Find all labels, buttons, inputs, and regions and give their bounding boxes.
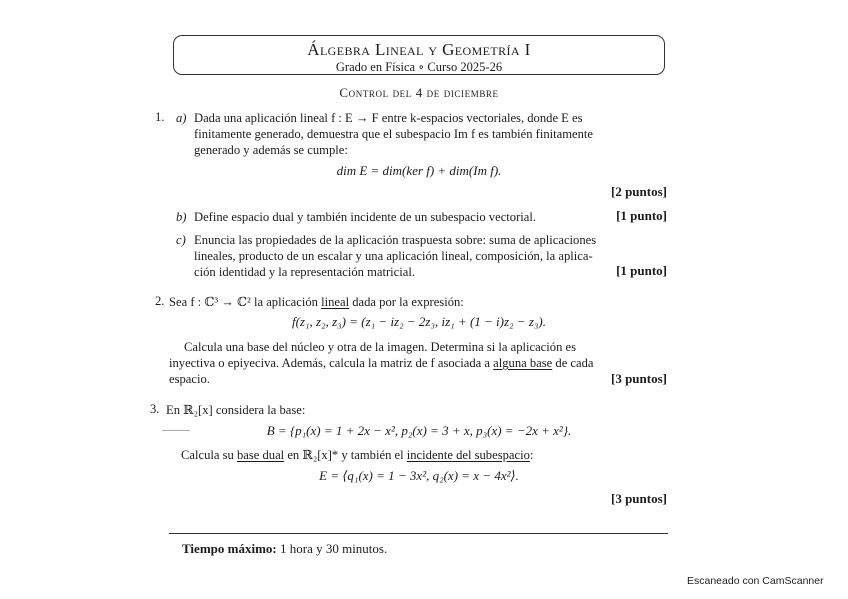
underline-base-dual: base dual [236, 448, 285, 462]
q1a-points: [2 puntos] [611, 184, 667, 199]
underline-alguna-base: alguna base [493, 356, 553, 370]
underline-lineal: lineal [321, 295, 350, 309]
q3-line2: Calcula su base dual en ℝ₂[x]* y también el incidente del subespacio: [181, 448, 534, 462]
q1a-line2: finitamente generado, demuestra que el subespacio Im f es también finitamente [194, 127, 594, 141]
q2-line3: inyectiva o epiyeciva. Además, calcula la matriz de f asociada a alguna base de cada [169, 356, 594, 370]
q3-number: 3. [150, 402, 160, 416]
q3-equation-subspace: E = ⟨q₁(x) = 1 − 3x², q₂(x) = x − 4x²⟩. [319, 468, 519, 483]
course-title: Álgebra Lineal y Geometría I [307, 40, 531, 59]
q1b-text: Define espacio dual y también incidente de un subespacio vectorial. [194, 210, 537, 224]
time-limit: Tiempo máximo: 1 hora y 30 minutos. [182, 541, 388, 556]
q1a-equation: dim E = dim(ker f) + dim(Im f). [336, 163, 502, 178]
q1b-label: b) [176, 210, 187, 224]
q3-equation-basis: B = {p₁(x) = 1 + 2x − x², p₂(x) = 3 + x, p₃(x) = −2x + x²}. [266, 423, 572, 438]
q2-equation: f(z₁, z₂, z₃) = (z₁ − iz₂ − 2z₃, iz₁ + (1 − i)z₂ − z₃). [291, 314, 546, 329]
q1c-line2: lineales, producto de un escalar y una aplicación lineal, composición, la aplica- [194, 249, 593, 263]
q1c-label: c) [176, 233, 186, 247]
q1b-points: [1 punto] [616, 208, 667, 223]
exam-title: Control del 4 de diciembre [339, 85, 499, 100]
q1-number: 1. [155, 110, 165, 124]
q2-line4: espacio. [169, 372, 210, 386]
q2-line1: Sea f : ℂ³ → ℂ² la aplicación lineal dada por la expresión: [169, 295, 464, 309]
underline-incidente: incidente del subespacio [406, 448, 530, 462]
q1a-label: a) [176, 111, 187, 125]
q2-line2: Calcula una base del núcleo y otra de la imagen. Determina si la aplicación es [184, 340, 576, 354]
q2-points: [3 puntos] [611, 371, 667, 386]
q1a-line3: generado y además se cumple: [194, 143, 348, 157]
q2-number: 2. [155, 294, 165, 308]
q1a-line1: Dada una aplicación lineal f : E → F entre k-espacios vectoriales, donde E es [194, 111, 583, 125]
course-subtitle: Grado en Física ∘ Curso 2025-26 [335, 60, 503, 74]
footer-divider [169, 533, 668, 534]
camscanner-watermark: Escaneado con CamScanner [687, 575, 824, 587]
q3-points: [3 puntos] [611, 491, 667, 506]
q1c-line3: ción identidad y la representación matricial. [194, 265, 415, 279]
q3-line1: En ℝ₂[x] considera la base: [166, 403, 306, 417]
q1c-line1: Enuncia las propiedades de la aplicación traspuesta sobre: suma de aplicaciones [194, 233, 597, 247]
q1c-points: [1 punto] [616, 263, 667, 278]
